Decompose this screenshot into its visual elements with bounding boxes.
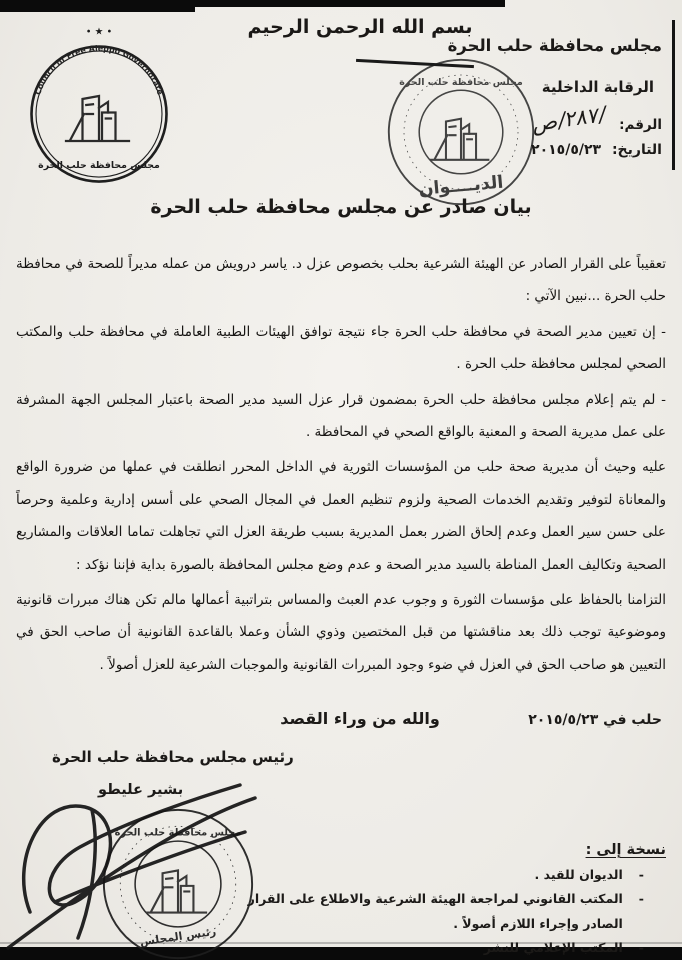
copy-item-label: المكتب القانوني لمراجعة الهيئة الشرعية والاطلاع على القرار الصادر وإجراء اللازم أصولاً . bbox=[247, 891, 623, 931]
scan-edge-line-right bbox=[672, 20, 675, 170]
date-line bbox=[531, 142, 662, 158]
statement-body bbox=[16, 248, 666, 684]
place-and-date: حلب في ٢٠١٥/٥/٢٣ bbox=[528, 712, 662, 728]
date-value: ٢٠١٥/٥/٢٣ bbox=[531, 142, 602, 158]
stamp-ring-text: مجلس محافظة حلب الحرة bbox=[399, 76, 523, 88]
ref-value-handwritten: /٢٨٧/ص bbox=[532, 101, 607, 137]
paragraph-intro: تعقيباً على القرار الصادر عن الهيئة الشرعية بحلب بخصوص عزل د. ياسر درويش من عمله مديراً للصحة في محافظة حلب الحرة ...نبين الآتي : bbox=[16, 256, 666, 305]
copy-item-label: المكتب الإعلامي للنشر bbox=[483, 940, 623, 956]
signer-title: رئيس مجلس محافظة حلب الحرة bbox=[52, 748, 294, 766]
dash-bullet: - bbox=[638, 940, 644, 956]
dash-bullet: - bbox=[638, 891, 644, 907]
citadel-icon bbox=[66, 96, 129, 141]
diwan-calligraphy: الديــــوان bbox=[417, 172, 505, 200]
copies-section bbox=[221, 842, 666, 960]
citadel-icon bbox=[431, 119, 488, 160]
reference-number-line bbox=[532, 101, 662, 137]
bismillah-calligraphy: بسم الله الرحمن الرحيم bbox=[247, 16, 473, 38]
paragraph-affirmation: التزامنا بالحفاظ على مؤسسات الثورة و وجوب عدم العبث والمساس بتراتبية أعمالها مالم تكن هناك مبررات قانونية وموضوعية توجب ذلك بعد مناقشتها من قبل المختصين وذوي الشأن وعملا بالقاعدة القانونية أن صاحب الحق في التعيين هو صاحب الحق في العزل في ضوء وجود المبررات القانونية والموجبات الشرعية للعزل أصولاً . bbox=[16, 591, 666, 673]
copy-item bbox=[221, 936, 666, 960]
governorate-logo-seal bbox=[24, 24, 174, 186]
copy-item bbox=[221, 887, 666, 936]
seal-ring-text-en: Council of Free Aleppo Governorate bbox=[33, 43, 165, 97]
handwritten-signature bbox=[0, 752, 275, 952]
diwan-stamp bbox=[385, 56, 537, 208]
paragraph-point-2: - لم يتم إعلام مجلس محافظة حلب الحرة بمضمون قرار عزل السيد مدير الصحة باعتبار المجلس الجهة المشرفة على عمل مديرية الصحة و المعنية بالواقع الصحي في المحافظة . bbox=[16, 391, 666, 440]
copy-item bbox=[221, 863, 666, 887]
copies-header: نسخة إلى : bbox=[585, 842, 666, 858]
date-label: التاريخ: bbox=[611, 142, 662, 158]
stamp-ring-text: مجلس محافظة حلب الحرة bbox=[114, 827, 242, 839]
ref-label: الرقم: bbox=[619, 117, 662, 133]
signer-name: بشير عليطو bbox=[98, 782, 184, 798]
stamp-bottom-text: رئيس المجلس bbox=[138, 924, 217, 949]
seal-ring-text-ar: مجلس محافظة حلب الحرة bbox=[38, 160, 160, 171]
statement-title: بيان صادر عن مجلس محافظة حلب الحرة bbox=[150, 196, 532, 218]
stars-icon: • ★ • bbox=[85, 26, 113, 38]
department-title: الرقابة الداخلية bbox=[541, 78, 654, 96]
org-title: مجلس محافظة حلب الحرة bbox=[447, 36, 662, 55]
closing-motto: والله من وراء القصد bbox=[280, 709, 440, 728]
dash-bullet: - bbox=[638, 867, 644, 882]
scan-edge-band-top-left bbox=[0, 0, 195, 12]
paragraph-whereas: عليه وحيث أن مديرية صحة حلب من المؤسسات الثورية في الداخل المحرر انطلقت في عملها من ضرورة الواقع والمعاناة لتوفير وتقديم الخدمات الصحية ولزوم تنظيم العمل في المجال الصحي على أسس إدارية وعلمية وحرصاً على حسن سير العمل وعدم إلحاق الضرر بعمل المديرية بسبب طريقة العزل التي تجاهلت تماما العلاقات والمشاريع الصحية وتكاليف العمل المناطة بالسيد مدير الصحة و عدم وضع مجلس المحافظة بالصورة بداية فإننا نؤكد : bbox=[16, 459, 666, 573]
paragraph-point-1: - إن تعيين مدير الصحة في محافظة حلب الحرة جاء نتيجة توافق الهيئات الطبية العاملة في محافظة حلب والمكتب الصحي لمجلس محافظة حلب الحرة . bbox=[16, 323, 666, 373]
copy-item-label: الديوان للقيد . bbox=[534, 867, 623, 882]
